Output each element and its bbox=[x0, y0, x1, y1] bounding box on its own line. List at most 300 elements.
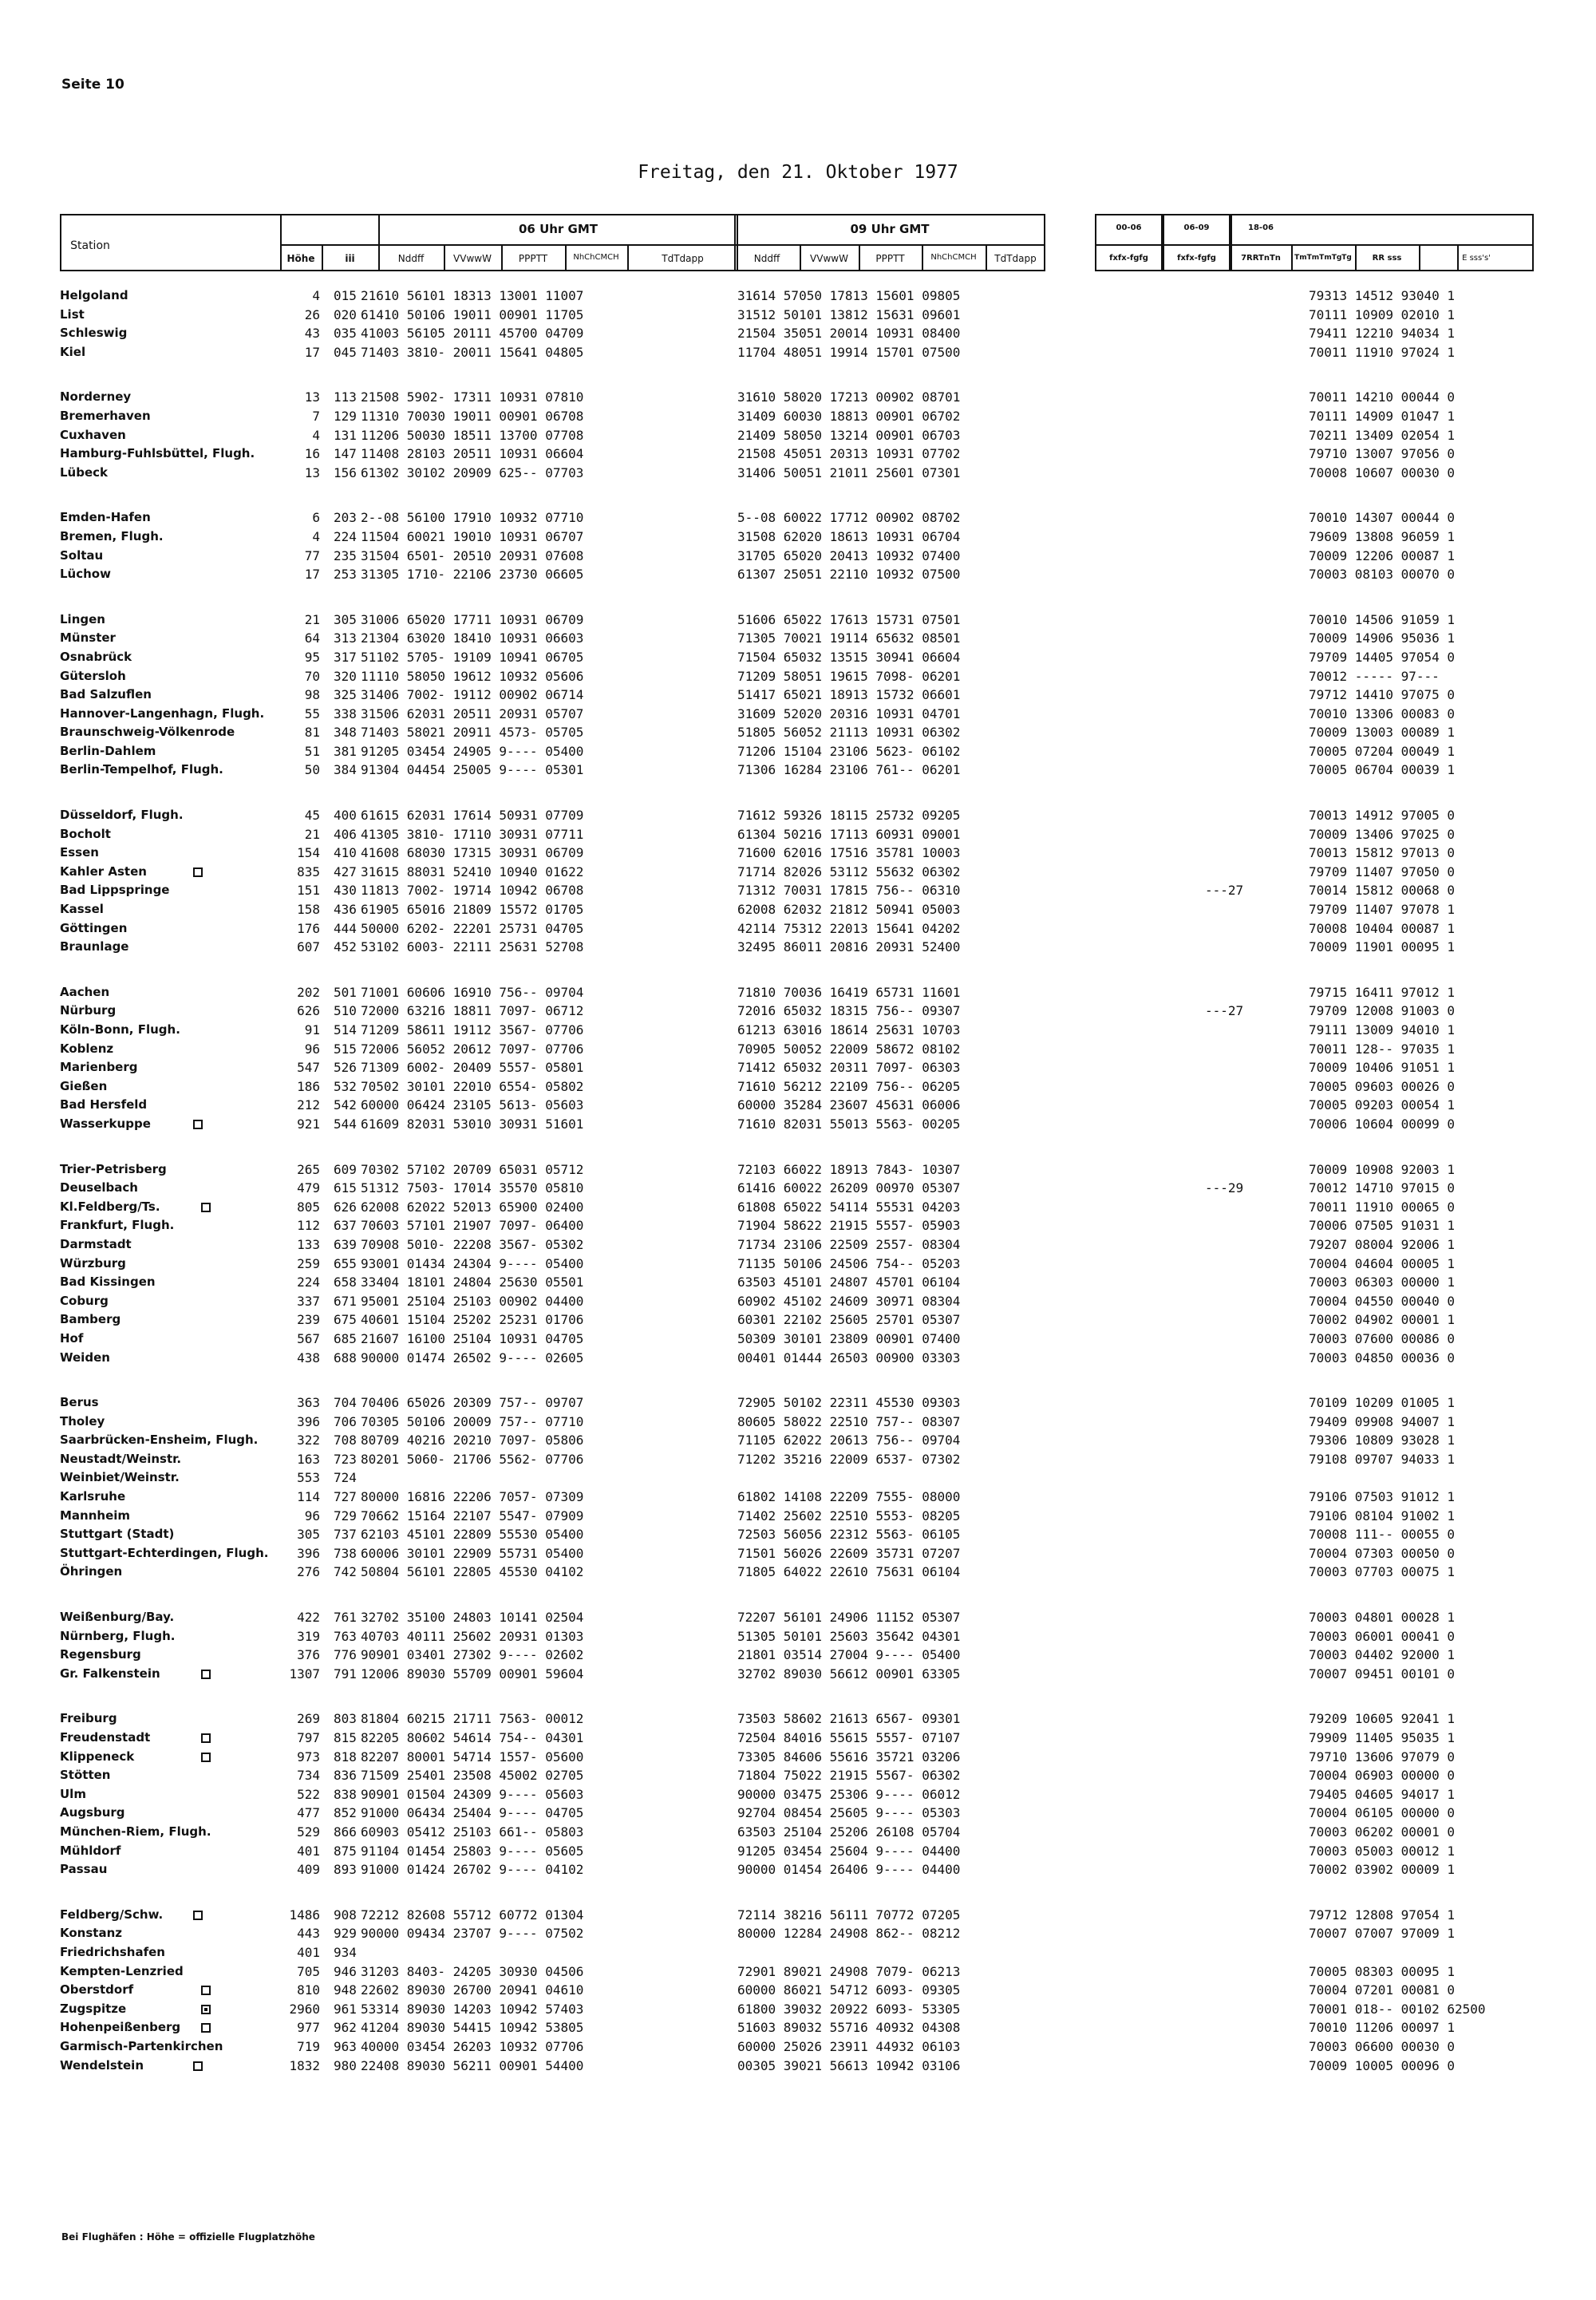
station-id: 609 bbox=[334, 1161, 357, 1177]
station-id: 675 bbox=[334, 1312, 357, 1328]
obs-06-utc: 21610 56101 18313 13001 11007 bbox=[361, 288, 584, 303]
station-name: Trier-Petrisberg bbox=[60, 1161, 167, 1176]
station-id: 131 bbox=[334, 427, 357, 443]
station-height: 805 bbox=[297, 1199, 320, 1215]
station-name: Öhringen bbox=[60, 1564, 123, 1579]
station-row bbox=[0, 1945, 1596, 1964]
station-id: 962 bbox=[334, 2020, 357, 2036]
obs-09-utc: 51603 89032 55716 40932 04308 bbox=[737, 2020, 961, 2036]
station-id: 384 bbox=[334, 762, 357, 778]
station-name: Darmstadt bbox=[60, 1236, 132, 1251]
obs-06-utc: 31615 88031 52410 10940 01622 bbox=[361, 863, 584, 879]
station-name: Lingen bbox=[60, 611, 105, 626]
station-group bbox=[0, 1395, 1596, 1583]
station-group bbox=[0, 389, 1596, 484]
header-col-tmtg: TmTmTmTgTg bbox=[1294, 254, 1352, 262]
obs-06-utc: 21607 16100 25104 10931 04705 bbox=[361, 1330, 584, 1346]
climate-group: 70005 08303 00095 1 bbox=[1309, 1963, 1456, 1979]
station-row bbox=[0, 529, 1596, 548]
obs-09-utc: 72503 56056 22312 5563- 06105 bbox=[737, 1527, 961, 1543]
station-row bbox=[0, 510, 1596, 529]
climate-group: 70005 09603 00026 0 bbox=[1309, 1078, 1456, 1094]
station-group bbox=[0, 510, 1596, 585]
obs-09-utc: 72504 84016 55615 5557- 07107 bbox=[737, 1730, 961, 1745]
station-id: 838 bbox=[334, 1786, 357, 1802]
obs-06-utc: 91000 06434 25404 9---- 04705 bbox=[361, 1805, 584, 1821]
station-row bbox=[0, 1162, 1596, 1181]
climate-group: 79306 10809 93028 1 bbox=[1309, 1433, 1456, 1448]
station-height: 422 bbox=[297, 1610, 320, 1626]
page-number: Seite 10 bbox=[61, 77, 124, 93]
station-row bbox=[0, 1629, 1596, 1648]
station-height: 607 bbox=[297, 939, 320, 955]
station-id: 410 bbox=[334, 845, 357, 861]
station-row bbox=[0, 1527, 1596, 1546]
station-name: Marienberg bbox=[60, 1060, 138, 1075]
obs-06-utc: 70908 5010- 22208 3567- 05302 bbox=[361, 1236, 584, 1252]
station-row bbox=[0, 1452, 1596, 1471]
obs-06-utc: 41608 68030 17315 30931 06709 bbox=[361, 845, 584, 861]
obs-06-utc: 61905 65016 21809 15572 01705 bbox=[361, 902, 584, 918]
station-row bbox=[0, 612, 1596, 631]
climate-group: 79710 13007 97056 0 bbox=[1309, 446, 1456, 462]
station-name: Tholey bbox=[60, 1413, 105, 1429]
obs-06-utc: 11504 60021 19010 10931 06707 bbox=[361, 528, 584, 544]
station-height: 151 bbox=[297, 883, 320, 899]
mountain-station-box-icon bbox=[193, 867, 203, 877]
obs-06-utc: 53314 89030 14203 10942 57403 bbox=[361, 2001, 584, 2017]
header-box-r1 bbox=[1095, 214, 1163, 271]
climate-group: 70009 10406 91051 1 bbox=[1309, 1060, 1456, 1076]
station-row bbox=[0, 1610, 1596, 1629]
header-box-clim bbox=[1231, 214, 1534, 271]
station-name: Stuttgart-Echterdingen, Flugh. bbox=[60, 1545, 269, 1560]
station-id: 655 bbox=[334, 1255, 357, 1271]
station-height: 276 bbox=[297, 1564, 320, 1580]
station-id: 532 bbox=[334, 1078, 357, 1094]
station-id: 320 bbox=[334, 668, 357, 684]
station-height: 337 bbox=[297, 1293, 320, 1309]
station-name: Helgoland bbox=[60, 288, 128, 302]
station-name: Bamberg bbox=[60, 1312, 121, 1327]
station-id: 836 bbox=[334, 1768, 357, 1784]
climate-group: 70003 05003 00012 1 bbox=[1309, 1843, 1456, 1859]
climate-group: 79111 13009 94010 1 bbox=[1309, 1022, 1456, 1037]
climate-group: 70008 10607 00030 0 bbox=[1309, 464, 1456, 480]
station-row bbox=[0, 883, 1596, 902]
station-id: 015 bbox=[334, 288, 357, 303]
station-row bbox=[0, 985, 1596, 1004]
climate-group: 70003 04402 92000 1 bbox=[1309, 1647, 1456, 1663]
obs-09-utc: 80000 12284 24908 862-- 08212 bbox=[737, 1926, 961, 1942]
climate-group: 70003 07703 00075 1 bbox=[1309, 1564, 1456, 1580]
station-row bbox=[0, 307, 1596, 326]
gust-value: ---27 bbox=[1205, 1003, 1244, 1019]
obs-06-utc: 51102 5705- 19109 10941 06705 bbox=[361, 649, 584, 665]
obs-06-utc: 11110 58050 19612 10932 05606 bbox=[361, 668, 584, 684]
header-iii: iii bbox=[345, 253, 355, 264]
station-id: 818 bbox=[334, 1749, 357, 1765]
obs-09-utc: 73305 84606 55616 35721 03206 bbox=[737, 1749, 961, 1765]
station-row bbox=[0, 1862, 1596, 1881]
header-col-esss: E sss's' bbox=[1462, 254, 1491, 263]
obs-06-utc: 53102 6003- 22111 25631 52708 bbox=[361, 939, 584, 955]
climate-group: 70013 15812 97013 0 bbox=[1309, 845, 1456, 861]
station-row bbox=[0, 1546, 1596, 1565]
station-height: 51 bbox=[304, 743, 320, 759]
station-row bbox=[0, 1824, 1596, 1844]
obs-09-utc: 90000 01454 26406 9---- 04400 bbox=[737, 1862, 961, 1878]
obs-09-utc: 72114 38216 56111 70772 07205 bbox=[737, 1907, 961, 1923]
obs-09-utc: 60301 22102 25605 25701 05307 bbox=[737, 1312, 961, 1328]
station-name: Koblenz bbox=[60, 1041, 114, 1056]
climate-group: 70111 10909 02010 1 bbox=[1309, 306, 1456, 322]
station-name: Gießen bbox=[60, 1078, 108, 1093]
obs-09-utc: 21801 03514 27004 9---- 05400 bbox=[737, 1647, 961, 1663]
climate-group: 70009 12206 00087 1 bbox=[1309, 547, 1456, 563]
station-row bbox=[0, 389, 1596, 409]
station-height: 4 bbox=[312, 528, 320, 544]
station-id: 946 bbox=[334, 1963, 357, 1979]
station-name: Regensburg bbox=[60, 1647, 141, 1662]
obs-09-utc: 61304 50216 17113 60931 09001 bbox=[737, 826, 961, 842]
climate-group: 70009 11901 00095 1 bbox=[1309, 939, 1456, 955]
station-height: 43 bbox=[304, 326, 320, 342]
obs-06-utc: 91205 03454 24905 9---- 05400 bbox=[361, 743, 584, 759]
station-row bbox=[0, 864, 1596, 883]
climate-group: 70002 03902 00009 1 bbox=[1309, 1862, 1456, 1878]
climate-group: 70009 13003 00089 1 bbox=[1309, 725, 1456, 741]
station-row bbox=[0, 706, 1596, 725]
station-height: 154 bbox=[297, 845, 320, 861]
station-name: Berlin-Dahlem bbox=[60, 743, 156, 758]
station-name: Bad Kissingen bbox=[60, 1274, 156, 1290]
station-row bbox=[0, 1199, 1596, 1219]
station-name: Lüchow bbox=[60, 567, 111, 582]
station-id: 738 bbox=[334, 1545, 357, 1561]
climate-group: 79209 10605 92041 1 bbox=[1309, 1711, 1456, 1727]
station-row bbox=[0, 1060, 1596, 1079]
obs-09-utc: 71504 65032 13515 30941 06604 bbox=[737, 649, 961, 665]
station-row bbox=[0, 744, 1596, 763]
station-name: Lübeck bbox=[60, 464, 109, 480]
station-id: 671 bbox=[334, 1293, 357, 1309]
obs-09-utc: 71734 23106 22509 2557- 08304 bbox=[737, 1236, 961, 1252]
climate-group: 79709 11407 97050 0 bbox=[1309, 863, 1456, 879]
station-row bbox=[0, 1256, 1596, 1275]
station-height: 401 bbox=[297, 1843, 320, 1859]
mountain-station-box-icon bbox=[201, 2023, 211, 2033]
station-name: Bad Salzuflen bbox=[60, 687, 152, 702]
climate-group: 70010 11206 00097 1 bbox=[1309, 2020, 1456, 2036]
station-row bbox=[0, 630, 1596, 650]
station-height: 835 bbox=[297, 863, 320, 879]
station-height: 224 bbox=[297, 1274, 320, 1290]
obs-09-utc: 71612 59326 18115 25732 09205 bbox=[737, 808, 961, 824]
climate-group: 70010 14506 91059 1 bbox=[1309, 611, 1456, 627]
obs-06-utc: 72006 56052 20612 7097- 07706 bbox=[361, 1041, 584, 1057]
obs-09-utc: 31508 62020 18613 10931 06704 bbox=[737, 528, 961, 544]
obs-06-utc: 90000 01474 26502 9---- 02605 bbox=[361, 1350, 584, 1365]
station-id: 763 bbox=[334, 1628, 357, 1644]
station-row bbox=[0, 2002, 1596, 2021]
obs-06-utc: 41204 89030 54415 10942 53805 bbox=[361, 2020, 584, 2036]
station-height: 522 bbox=[297, 1786, 320, 1802]
divider bbox=[734, 244, 1045, 246]
obs-09-utc: 61802 14108 22209 7555- 08000 bbox=[737, 1489, 961, 1505]
climate-group: 70003 08103 00070 0 bbox=[1309, 567, 1456, 583]
station-height: 1832 bbox=[289, 2057, 320, 2073]
climate-group: 70011 11910 00065 0 bbox=[1309, 1199, 1456, 1215]
station-name: Essen bbox=[60, 845, 99, 860]
mountain-station-box-icon bbox=[201, 1986, 211, 1995]
header-col-tdapp: TdTdapp bbox=[662, 253, 704, 264]
station-row bbox=[0, 409, 1596, 428]
obs-09-utc: 32495 86011 20816 20931 52400 bbox=[737, 939, 961, 955]
station-name: Norderney bbox=[60, 389, 132, 405]
climate-group: 70004 07303 00050 0 bbox=[1309, 1545, 1456, 1561]
station-id: 688 bbox=[334, 1350, 357, 1365]
station-id: 436 bbox=[334, 902, 357, 918]
station-id: 761 bbox=[334, 1610, 357, 1626]
obs-06-utc: 62103 45101 22809 55530 05400 bbox=[361, 1527, 584, 1543]
station-name: Braunschweig-Völkenrode bbox=[60, 725, 235, 740]
station-name: Mühldorf bbox=[60, 1843, 121, 1858]
climate-group: 79709 14405 97054 0 bbox=[1309, 649, 1456, 665]
station-group bbox=[0, 612, 1596, 781]
obs-09-utc: 72901 89021 24908 7079- 06213 bbox=[737, 1963, 961, 1979]
station-height: 479 bbox=[297, 1180, 320, 1196]
station-row bbox=[0, 1964, 1596, 1983]
obs-09-utc: 00305 39021 56613 10942 03106 bbox=[737, 2057, 961, 2073]
mountain-station-box-icon bbox=[193, 2061, 203, 2071]
station-height: 973 bbox=[297, 1749, 320, 1765]
obs-09-utc: 31705 65020 20413 10932 07400 bbox=[737, 547, 961, 563]
obs-09-utc: 21508 45051 20313 10931 07702 bbox=[737, 446, 961, 462]
obs-09-utc: 31409 60030 18813 00901 06702 bbox=[737, 408, 961, 424]
obs-09-utc: 32702 89030 56612 00901 63305 bbox=[737, 1666, 961, 1682]
station-height: 797 bbox=[297, 1730, 320, 1745]
station-row bbox=[0, 1787, 1596, 1806]
station-id: 325 bbox=[334, 687, 357, 703]
climate-group: 70014 15812 00068 0 bbox=[1309, 883, 1456, 899]
station-id: 776 bbox=[334, 1647, 357, 1663]
mountain-station-box-icon bbox=[201, 1733, 211, 1743]
station-row bbox=[0, 1489, 1596, 1508]
obs-06-utc: 11206 50030 18511 13700 07708 bbox=[361, 427, 584, 443]
climate-group: 79207 08004 92006 1 bbox=[1309, 1236, 1456, 1252]
climate-group: 70005 06704 00039 1 bbox=[1309, 762, 1456, 778]
obs-06-utc: 31506 62031 20511 20931 05707 bbox=[361, 705, 584, 721]
station-height: 269 bbox=[297, 1711, 320, 1727]
station-name: Hof bbox=[60, 1330, 84, 1346]
station-row bbox=[0, 725, 1596, 744]
station-row bbox=[0, 1331, 1596, 1350]
station-name: München-Riem, Flugh. bbox=[60, 1824, 211, 1839]
station-height: 438 bbox=[297, 1350, 320, 1365]
station-row bbox=[0, 326, 1596, 345]
header-col-tdapp: TdTdapp bbox=[994, 253, 1037, 264]
climate-group: 70006 10604 00099 0 bbox=[1309, 1116, 1456, 1132]
station-name: Freiburg bbox=[60, 1711, 117, 1726]
obs-06-utc: 40601 15104 25202 25231 01706 bbox=[361, 1312, 584, 1328]
station-height: 409 bbox=[297, 1862, 320, 1878]
station-height: 396 bbox=[297, 1413, 320, 1429]
station-row bbox=[0, 762, 1596, 781]
station-row bbox=[0, 465, 1596, 484]
climate-group: 70009 14906 95036 1 bbox=[1309, 630, 1456, 646]
obs-09-utc: 11704 48051 19914 15701 07500 bbox=[737, 344, 961, 360]
station-height: 112 bbox=[297, 1218, 320, 1234]
obs-09-utc: 71209 58051 19615 7098- 06201 bbox=[737, 668, 961, 684]
obs-06-utc: 71403 3810- 20011 15641 04805 bbox=[361, 344, 584, 360]
obs-06-utc: 81804 60215 21711 7563- 00012 bbox=[361, 1711, 584, 1727]
obs-09-utc: 61800 39032 20922 6093- 53305 bbox=[737, 2001, 961, 2017]
station-name: Hamburg-Fuhlsbüttel, Flugh. bbox=[60, 446, 255, 461]
obs-09-utc: 60000 25026 23911 44932 06103 bbox=[737, 2038, 961, 2054]
obs-09-utc: 72016 65032 18315 756-- 09307 bbox=[737, 1003, 961, 1019]
obs-09-utc: 71610 82031 55013 5563- 00205 bbox=[737, 1116, 961, 1132]
obs-06-utc: 21508 5902- 17311 10931 07810 bbox=[361, 389, 584, 405]
station-height: 1486 bbox=[289, 1907, 320, 1923]
obs-09-utc: 31609 52020 20316 10931 04701 bbox=[737, 705, 961, 721]
station-id: 338 bbox=[334, 705, 357, 721]
station-id: 742 bbox=[334, 1564, 357, 1580]
obs-09-utc: 61213 63016 18614 25631 10703 bbox=[737, 1022, 961, 1037]
header-06-uhr-gmt: 06 Uhr GMT bbox=[518, 222, 598, 236]
climate-group: 79409 09908 94007 1 bbox=[1309, 1413, 1456, 1429]
station-id: 963 bbox=[334, 2038, 357, 2054]
station-id: 020 bbox=[334, 306, 357, 322]
station-height: 2960 bbox=[289, 2001, 320, 2017]
station-row bbox=[0, 1294, 1596, 1313]
climate-group: 70009 10005 00096 0 bbox=[1309, 2057, 1456, 2073]
obs-06-utc: 61302 30102 20909 625-- 07703 bbox=[361, 464, 584, 480]
climate-group: 79411 12210 94034 1 bbox=[1309, 326, 1456, 342]
station-name: Weiden bbox=[60, 1350, 110, 1365]
station-id: 908 bbox=[334, 1907, 357, 1923]
obs-06-utc: 11408 28103 20511 10931 06604 bbox=[361, 446, 584, 462]
header-station: Station bbox=[70, 239, 110, 252]
station-name: Garmisch-Partenkirchen bbox=[60, 2038, 223, 2053]
header-col-nddff: Nddff bbox=[397, 253, 425, 264]
obs-06-utc: 61609 82031 53010 30931 51601 bbox=[361, 1116, 584, 1132]
station-name: Kl.Feldberg/Ts. bbox=[60, 1199, 160, 1214]
climate-group: 70003 06600 00030 0 bbox=[1309, 2038, 1456, 2054]
station-id: 045 bbox=[334, 344, 357, 360]
obs-09-utc: 71305 70021 19114 65632 08501 bbox=[737, 630, 961, 646]
climate-group: 70008 10404 00087 1 bbox=[1309, 920, 1456, 936]
station-name: Friedrichshafen bbox=[60, 1944, 165, 1959]
station-row bbox=[0, 921, 1596, 940]
footnote: Bei Flughäfen : Höhe = offizielle Flugplatzhöhe bbox=[61, 2231, 315, 2243]
station-name: Stuttgart (Stadt) bbox=[60, 1527, 175, 1542]
climate-group: 70009 13406 97025 0 bbox=[1309, 826, 1456, 842]
climate-group: 70004 06105 00000 0 bbox=[1309, 1805, 1456, 1821]
station-row bbox=[0, 1180, 1596, 1199]
station-height: 21 bbox=[304, 611, 320, 627]
station-name: Schleswig bbox=[60, 326, 128, 341]
obs-09-utc: 71412 65032 20311 7097- 06303 bbox=[737, 1060, 961, 1076]
obs-09-utc: 31614 57050 17813 15601 09805 bbox=[737, 288, 961, 303]
header-09-uhr-gmt: 09 Uhr GMT bbox=[850, 222, 930, 236]
station-row bbox=[0, 669, 1596, 688]
station-name: Göttingen bbox=[60, 920, 128, 935]
station-table bbox=[0, 288, 1596, 2103]
obs-06-utc: 60903 05412 25103 661-- 05803 bbox=[361, 1824, 584, 1840]
station-id: 852 bbox=[334, 1805, 357, 1821]
header-range-00-06: 00-06 bbox=[1116, 223, 1142, 232]
obs-06-utc: 22602 89030 26700 20941 04610 bbox=[361, 1982, 584, 1998]
station-name: Düsseldorf, Flugh. bbox=[60, 808, 184, 823]
station-name: Frankfurt, Flugh. bbox=[60, 1218, 175, 1233]
climate-group: 70012 ----- 97--- bbox=[1309, 668, 1440, 684]
station-height: 319 bbox=[297, 1628, 320, 1644]
station-row bbox=[0, 446, 1596, 465]
station-id: 305 bbox=[334, 611, 357, 627]
station-height: 158 bbox=[297, 902, 320, 918]
station-group bbox=[0, 1162, 1596, 1369]
station-name: Coburg bbox=[60, 1293, 109, 1308]
station-height: 810 bbox=[297, 1982, 320, 1998]
station-row bbox=[0, 650, 1596, 669]
climate-group: 79106 07503 91012 1 bbox=[1309, 1489, 1456, 1505]
obs-06-utc: 32702 35100 24803 10141 02504 bbox=[361, 1610, 584, 1626]
obs-06-utc: 41003 56105 20111 45700 04709 bbox=[361, 326, 584, 342]
station-id: 929 bbox=[334, 1926, 357, 1942]
station-row bbox=[0, 345, 1596, 364]
obs-06-utc: 31504 6501- 20510 20931 07608 bbox=[361, 547, 584, 563]
station-row bbox=[0, 1395, 1596, 1414]
obs-09-utc: 21504 35051 20014 10931 08400 bbox=[737, 326, 961, 342]
station-id: 381 bbox=[334, 743, 357, 759]
station-height: 265 bbox=[297, 1161, 320, 1177]
station-height: 95 bbox=[304, 649, 320, 665]
station-name: Berlin-Tempelhof, Flugh. bbox=[60, 762, 223, 777]
climate-group: 70004 06903 00000 0 bbox=[1309, 1768, 1456, 1784]
climate-group: 70005 09203 00054 1 bbox=[1309, 1097, 1456, 1113]
station-id: 203 bbox=[334, 510, 357, 526]
obs-06-utc: 90000 09434 23707 9---- 07502 bbox=[361, 1926, 584, 1942]
obs-09-utc: 61808 65022 54114 55531 04203 bbox=[737, 1199, 961, 1215]
station-id: 515 bbox=[334, 1041, 357, 1057]
gust-value: ---27 bbox=[1205, 883, 1244, 899]
station-name: Soltau bbox=[60, 547, 104, 563]
station-name: List bbox=[60, 306, 85, 322]
obs-06-utc: 82205 80602 54614 754-- 04301 bbox=[361, 1730, 584, 1745]
station-name: Saarbrücken-Ensheim, Flugh. bbox=[60, 1433, 259, 1448]
station-height: 396 bbox=[297, 1545, 320, 1561]
mountain-station-box-icon bbox=[193, 1911, 203, 1920]
climate-group: 70001 018-- 00102 62500 bbox=[1309, 2001, 1486, 2017]
obs-09-utc: 71312 70031 17815 756-- 06310 bbox=[737, 883, 961, 899]
obs-09-utc: 5--08 60022 17712 00902 08702 bbox=[737, 510, 961, 526]
station-id: 723 bbox=[334, 1451, 357, 1467]
station-row bbox=[0, 1022, 1596, 1041]
obs-06-utc: 70302 57102 20709 65031 05712 bbox=[361, 1161, 584, 1177]
station-row bbox=[0, 1564, 1596, 1583]
station-row bbox=[0, 2039, 1596, 2058]
station-height: 1307 bbox=[289, 1666, 320, 1682]
station-row bbox=[0, 939, 1596, 958]
climate-group: 70007 09451 00101 0 bbox=[1309, 1666, 1456, 1682]
page-date: Freitag, den 21. Oktober 1977 bbox=[638, 162, 958, 183]
divider bbox=[280, 244, 738, 246]
obs-09-utc: 71600 62016 17516 35781 10003 bbox=[737, 845, 961, 861]
climate-group: 70003 06202 00001 0 bbox=[1309, 1824, 1456, 1840]
station-row bbox=[0, 2058, 1596, 2077]
station-name: Emden-Hafen bbox=[60, 510, 151, 525]
